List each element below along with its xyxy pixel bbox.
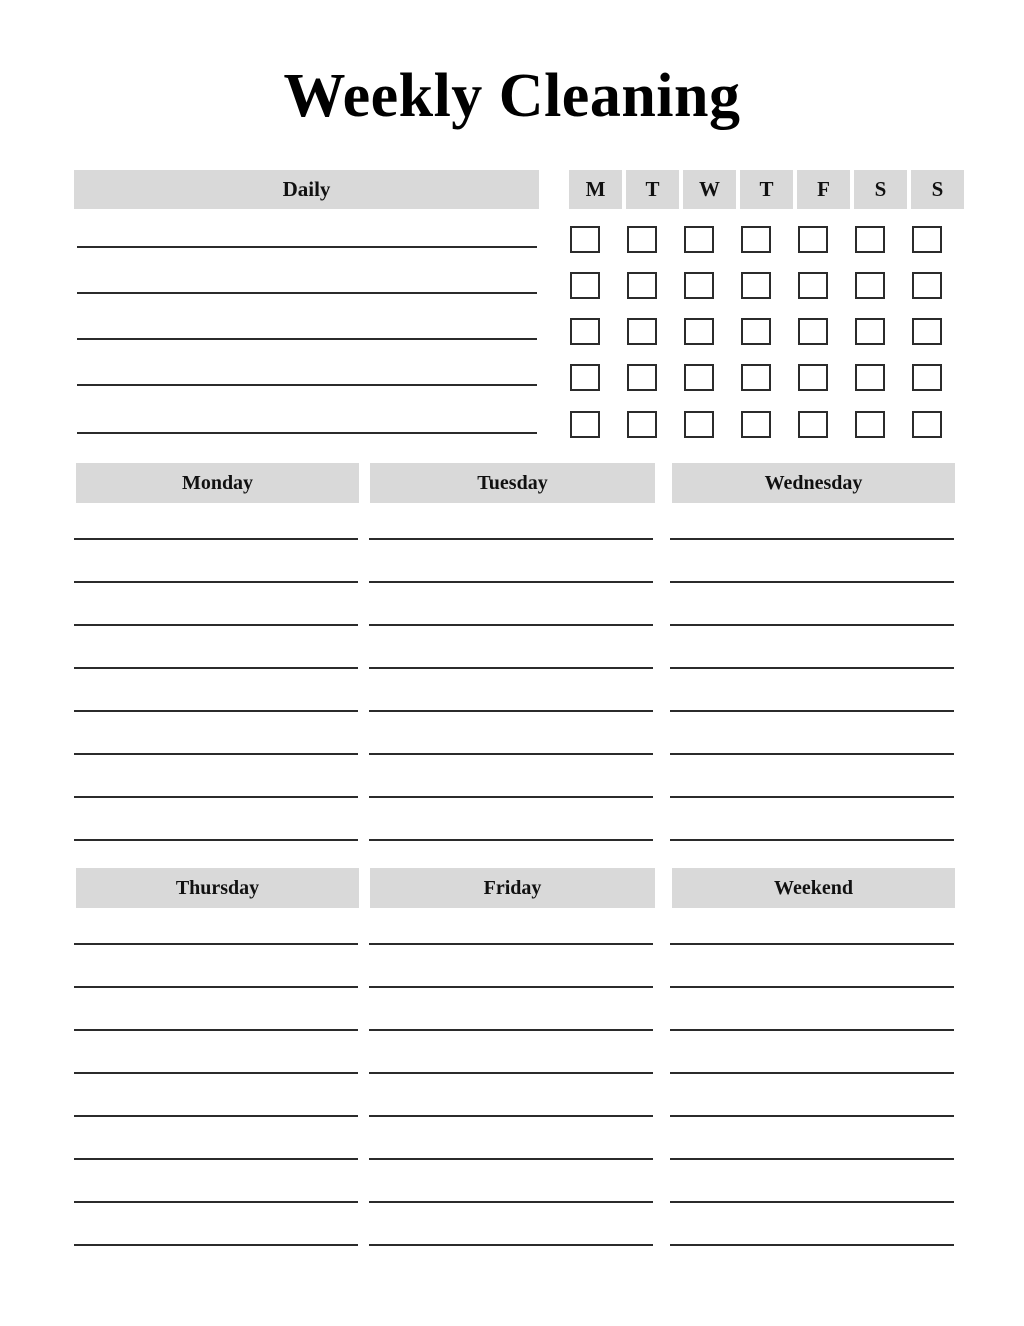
task-line-thursday[interactable] xyxy=(74,1201,358,1203)
task-line-friday[interactable] xyxy=(369,1115,653,1117)
task-line-tuesday[interactable] xyxy=(369,710,653,712)
day-letter-6: S xyxy=(911,170,964,209)
daily-checkbox-r4-c4[interactable] xyxy=(798,411,828,438)
task-line-thursday[interactable] xyxy=(74,1158,358,1160)
task-line-tuesday[interactable] xyxy=(369,624,653,626)
task-line-thursday[interactable] xyxy=(74,943,358,945)
daily-checkbox-r2-c6[interactable] xyxy=(912,318,942,345)
task-line-wednesday[interactable] xyxy=(670,710,954,712)
task-line-monday[interactable] xyxy=(74,581,358,583)
task-line-tuesday[interactable] xyxy=(369,753,653,755)
daily-task-line[interactable] xyxy=(77,338,537,340)
task-line-monday[interactable] xyxy=(74,538,358,540)
daily-checkbox-r3-c5[interactable] xyxy=(855,364,885,391)
daily-task-line[interactable] xyxy=(77,292,537,294)
daily-checkbox-r4-c6[interactable] xyxy=(912,411,942,438)
daily-checkbox-r1-c0[interactable] xyxy=(570,272,600,299)
task-line-wednesday[interactable] xyxy=(670,667,954,669)
task-line-friday[interactable] xyxy=(369,1158,653,1160)
task-line-weekend[interactable] xyxy=(670,1072,954,1074)
daily-checkbox-r2-c4[interactable] xyxy=(798,318,828,345)
task-line-wednesday[interactable] xyxy=(670,538,954,540)
day-letter-1: T xyxy=(626,170,679,209)
daily-checkbox-r2-c5[interactable] xyxy=(855,318,885,345)
task-line-weekend[interactable] xyxy=(670,1244,954,1246)
daily-checkbox-r0-c2[interactable] xyxy=(684,226,714,253)
daily-checkbox-r4-c2[interactable] xyxy=(684,411,714,438)
task-line-tuesday[interactable] xyxy=(369,667,653,669)
task-line-tuesday[interactable] xyxy=(369,796,653,798)
task-line-weekend[interactable] xyxy=(670,1029,954,1031)
task-line-weekend[interactable] xyxy=(670,1115,954,1117)
task-line-monday[interactable] xyxy=(74,667,358,669)
day-section-header-tuesday: Tuesday xyxy=(370,463,655,503)
daily-checkbox-r1-c6[interactable] xyxy=(912,272,942,299)
task-line-friday[interactable] xyxy=(369,1072,653,1074)
task-line-wednesday[interactable] xyxy=(670,753,954,755)
day-letter-0: M xyxy=(569,170,622,209)
daily-checkbox-r0-c0[interactable] xyxy=(570,226,600,253)
daily-checkbox-r1-c5[interactable] xyxy=(855,272,885,299)
task-line-thursday[interactable] xyxy=(74,986,358,988)
task-line-wednesday[interactable] xyxy=(670,796,954,798)
day-section-header-weekend: Weekend xyxy=(672,868,955,908)
daily-checkbox-r0-c6[interactable] xyxy=(912,226,942,253)
task-line-weekend[interactable] xyxy=(670,943,954,945)
daily-checkbox-r2-c3[interactable] xyxy=(741,318,771,345)
day-letter-5: S xyxy=(854,170,907,209)
day-letter-2: W xyxy=(683,170,736,209)
task-line-friday[interactable] xyxy=(369,1029,653,1031)
task-line-friday[interactable] xyxy=(369,1201,653,1203)
daily-checkbox-r3-c0[interactable] xyxy=(570,364,600,391)
task-line-monday[interactable] xyxy=(74,796,358,798)
task-line-friday[interactable] xyxy=(369,1244,653,1246)
daily-checkbox-r4-c0[interactable] xyxy=(570,411,600,438)
daily-checkbox-r1-c2[interactable] xyxy=(684,272,714,299)
daily-checkbox-r1-c1[interactable] xyxy=(627,272,657,299)
daily-checkbox-r3-c1[interactable] xyxy=(627,364,657,391)
task-line-tuesday[interactable] xyxy=(369,581,653,583)
daily-checkbox-r3-c4[interactable] xyxy=(798,364,828,391)
daily-checkbox-r1-c3[interactable] xyxy=(741,272,771,299)
daily-checkbox-r3-c2[interactable] xyxy=(684,364,714,391)
day-section-header-wednesday: Wednesday xyxy=(672,463,955,503)
day-section-header-thursday: Thursday xyxy=(76,868,359,908)
daily-checkbox-r0-c1[interactable] xyxy=(627,226,657,253)
task-line-thursday[interactable] xyxy=(74,1029,358,1031)
task-line-monday[interactable] xyxy=(74,753,358,755)
day-letter-4: F xyxy=(797,170,850,209)
task-line-friday[interactable] xyxy=(369,943,653,945)
daily-checkbox-r3-c3[interactable] xyxy=(741,364,771,391)
task-line-wednesday[interactable] xyxy=(670,839,954,841)
day-section-header-friday: Friday xyxy=(370,868,655,908)
daily-task-line[interactable] xyxy=(77,432,537,434)
daily-checkbox-r4-c5[interactable] xyxy=(855,411,885,438)
task-line-thursday[interactable] xyxy=(74,1072,358,1074)
daily-checkbox-r2-c0[interactable] xyxy=(570,318,600,345)
daily-checkbox-r3-c6[interactable] xyxy=(912,364,942,391)
page-title: Weekly Cleaning xyxy=(283,62,741,130)
daily-checkbox-r4-c3[interactable] xyxy=(741,411,771,438)
task-line-monday[interactable] xyxy=(74,710,358,712)
task-line-monday[interactable] xyxy=(74,624,358,626)
task-line-thursday[interactable] xyxy=(74,1244,358,1246)
task-line-thursday[interactable] xyxy=(74,1115,358,1117)
daily-checkbox-r2-c1[interactable] xyxy=(627,318,657,345)
task-line-tuesday[interactable] xyxy=(369,538,653,540)
task-line-wednesday[interactable] xyxy=(670,581,954,583)
day-section-header-monday: Monday xyxy=(76,463,359,503)
daily-section-header: Daily xyxy=(74,170,539,209)
task-line-wednesday[interactable] xyxy=(670,624,954,626)
task-line-friday[interactable] xyxy=(369,986,653,988)
daily-task-line[interactable] xyxy=(77,246,537,248)
task-line-weekend[interactable] xyxy=(670,1201,954,1203)
daily-checkbox-r4-c1[interactable] xyxy=(627,411,657,438)
daily-checkbox-r0-c3[interactable] xyxy=(741,226,771,253)
task-line-weekend[interactable] xyxy=(670,1158,954,1160)
daily-task-line[interactable] xyxy=(77,384,537,386)
task-line-weekend[interactable] xyxy=(670,986,954,988)
daily-checkbox-r0-c5[interactable] xyxy=(855,226,885,253)
task-line-monday[interactable] xyxy=(74,839,358,841)
daily-checkbox-r2-c2[interactable] xyxy=(684,318,714,345)
daily-checkbox-r0-c4[interactable] xyxy=(798,226,828,253)
daily-checkbox-r1-c4[interactable] xyxy=(798,272,828,299)
day-letter-3: T xyxy=(740,170,793,209)
task-line-tuesday[interactable] xyxy=(369,839,653,841)
